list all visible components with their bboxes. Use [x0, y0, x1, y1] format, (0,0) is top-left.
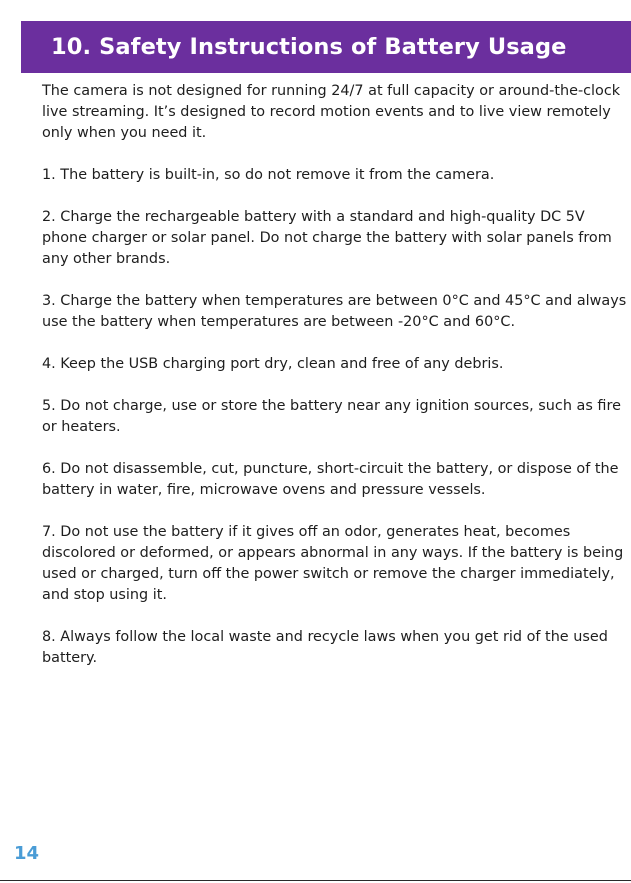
instruction-item-4: 4. Keep the USB charging port dry, clean and free of any debris.: [42, 356, 504, 372]
instruction-item-5: 5. Do not charge, use or store the battery near any ignition sources, such as fire or heaters.: [42, 398, 621, 435]
instruction-item-1: 1. The battery is built-in, so do not remove it from the camera.: [42, 167, 495, 183]
instruction-item-6: 6. Do not disassemble, cut, puncture, short-circuit the battery, or dispose of the battery in water, fire, microwave ovens and pressure vessels.: [42, 461, 619, 498]
instruction-item-8: 8. Always follow the local waste and recycle laws when you get rid of the used battery.: [42, 629, 608, 666]
instructions-body: [42, 81, 627, 690]
intro-paragraph: The camera is not designed for running 24/7 at full capacity or around-the-clock live streaming. It’s designed to record motion events and to live view remotely only when you need it.: [42, 83, 621, 141]
section-title: 10. Safety Instructions of Battery Usage: [51, 34, 567, 60]
instruction-item-3: 3. Charge the battery when temperatures are between 0°C and 45°C and always use the battery when temperatures are between -20°C and 60°C.: [42, 293, 627, 330]
instruction-item-2: 2. Charge the rechargeable battery with a standard and high-quality DC 5V phone charger or solar panel. Do not charge the battery with solar panels from any other brands.: [42, 209, 612, 267]
bottom-divider: [0, 880, 631, 881]
instruction-item-7: 7. Do not use the battery if it gives off an odor, generates heat, becomes discolored or deformed, or appears abnormal in any ways. If the battery is being used or charged, turn off the power switch or remove the charger immediately, and stop using it.: [42, 524, 624, 603]
page-number: 14: [14, 843, 40, 864]
section-header: [21, 21, 631, 73]
